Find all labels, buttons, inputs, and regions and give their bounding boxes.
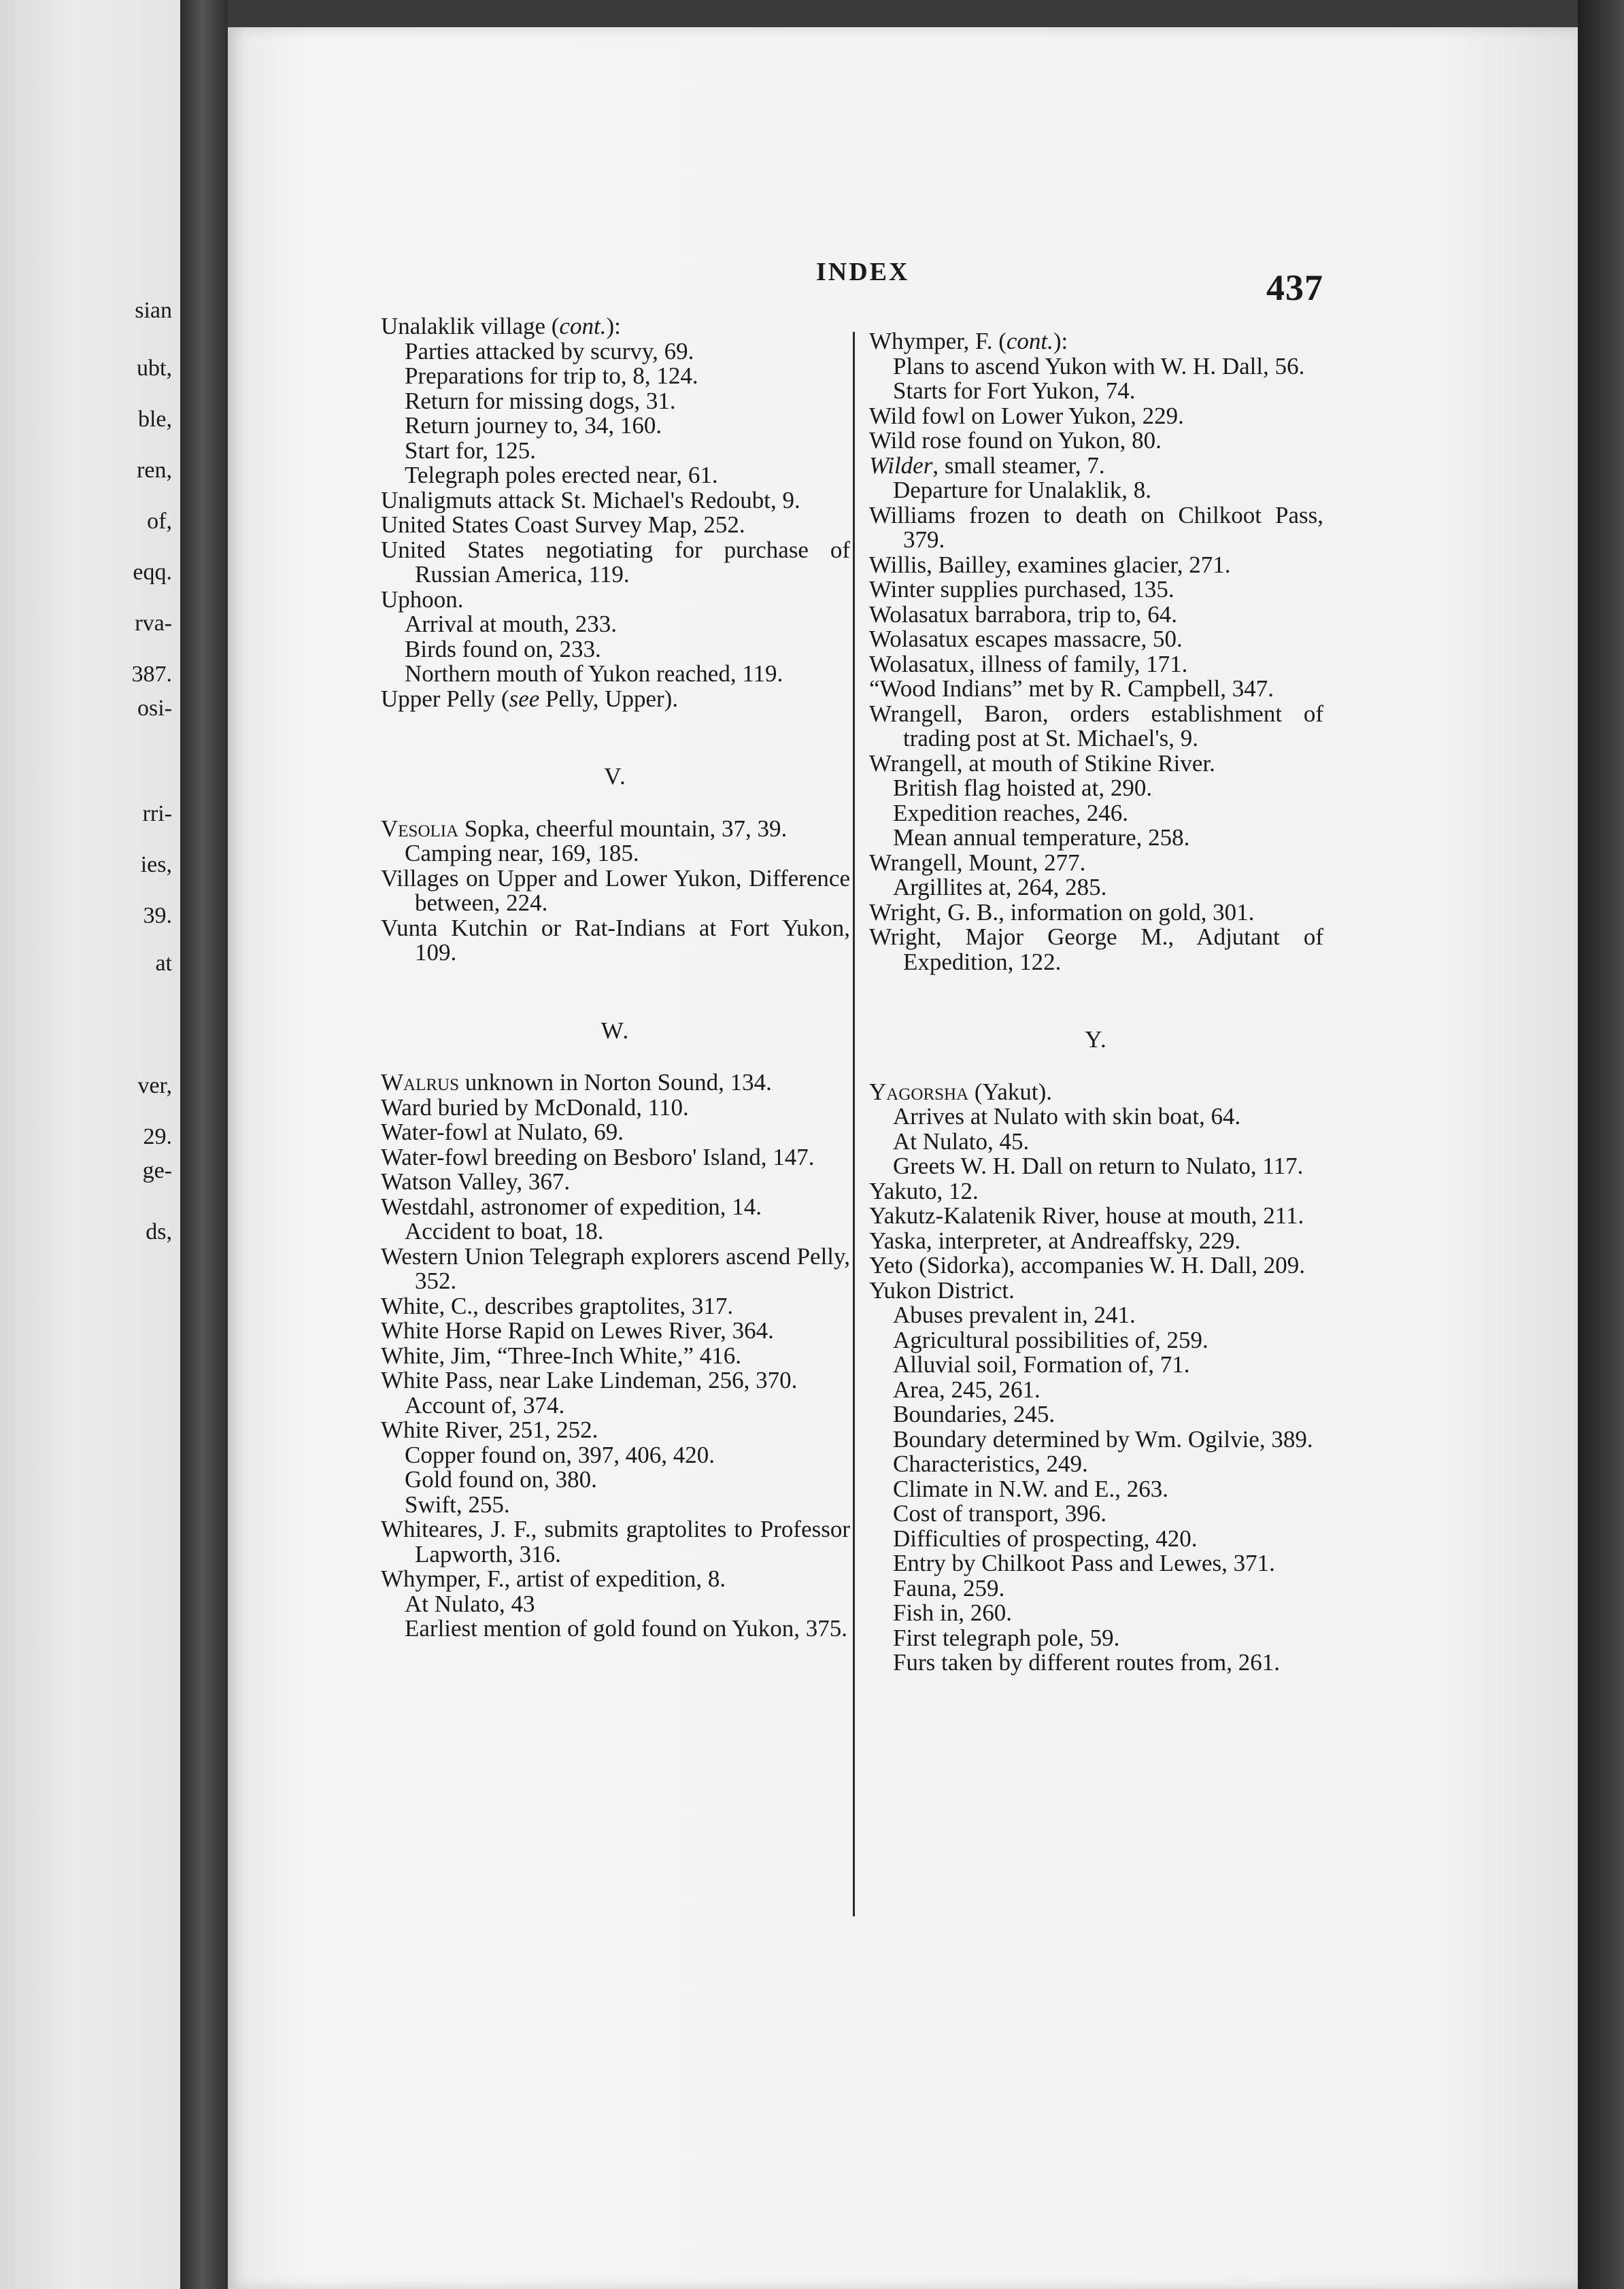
previous-page-fragment: at: [155, 951, 172, 976]
previous-page-fragment: of,: [147, 509, 172, 534]
index-entry: Yagorsha (Yakut).: [869, 1078, 1052, 1105]
index-subentry: Boundary determined by Wm. Ogilvie, 389.: [893, 1425, 1313, 1453]
index-subentry: Fish in, 260.: [893, 1599, 1013, 1626]
index-subentry: Copper found on, 397, 406, 420.: [405, 1441, 715, 1468]
index-subentry: Argillites at, 264, 285.: [893, 874, 1107, 900]
index-entry: Water-fowl at Nulato, 69.: [381, 1119, 624, 1145]
index-subentry: Earliest mention of gold found on Yukon, 375.: [405, 1615, 847, 1642]
index-subentry: Mean annual temperature, 258.: [893, 824, 1190, 851]
index-subentry: Climate in N.W. and E., 263.: [893, 1475, 1169, 1502]
index-subentry: Birds found on, 233.: [405, 635, 601, 662]
previous-page-fragment: ies,: [140, 852, 172, 877]
index-entry: Water-fowl breeding on Besboro' Island, 147.: [381, 1143, 815, 1170]
index-entry: United States Coast Survey Map, 252.: [381, 511, 745, 538]
index-entry: Watson Valley, 367.: [381, 1168, 571, 1195]
index-entry: Unalaklik village (cont.):: [381, 313, 621, 339]
index-entry: Vesolia Sopka, cheerful mountain, 37, 39.: [381, 815, 788, 842]
previous-page-fragment: 387.: [131, 662, 172, 687]
index-subentry: Telegraph poles erected near, 61.: [405, 462, 718, 488]
index-entry: Wright, G. B., information on gold, 301.: [869, 898, 1255, 926]
index-column-left: [381, 314, 850, 1642]
index-entry: Vunta Kutchin or Rat-Indians at Fort Yukon, 109.: [381, 914, 850, 966]
previous-page-fragment: ge-: [142, 1158, 172, 1183]
index-entry: White Pass, near Lake Lindeman, 256, 370.: [381, 1367, 798, 1393]
index-subentry: Preparations for trip to, 8, 124.: [405, 362, 698, 389]
index-subentry: Plans to ascend Yukon with W. H. Dall, 56.: [893, 352, 1305, 379]
index-subentry: Accident to boat, 18.: [405, 1218, 604, 1244]
index-entry: Winter supplies purchased, 135.: [869, 576, 1174, 603]
index-entry: Whymper, F., artist of expedition, 8.: [381, 1565, 726, 1592]
book-gutter: [180, 0, 228, 2289]
index-entry: Uphoon.: [381, 586, 464, 613]
index-subentry: Entry by Chilkoot Pass and Lewes, 371.: [893, 1550, 1275, 1576]
index-subentry: Abuses prevalent in, 241.: [893, 1302, 1136, 1328]
index-subentry: Camping near, 169, 185.: [405, 840, 639, 866]
index-subentry: At Nulato, 45.: [893, 1127, 1030, 1155]
index-section-letter: V.: [604, 763, 627, 790]
index-entry: Westdahl, astronomer of expedition, 14.: [381, 1193, 762, 1220]
index-entry: Wrangell, Baron, orders establishment of trading post at St. Michael's, 9.: [869, 700, 1323, 751]
index-subentry: First telegraph pole, 59.: [893, 1624, 1120, 1651]
index-entry: White, C., describes graptolites, 317.: [381, 1292, 734, 1319]
index-subentry: Parties attacked by scurvy, 69.: [405, 337, 694, 364]
index-subentry: Arrives at Nulato with skin boat, 64.: [893, 1103, 1241, 1130]
previous-page-fragment: rva-: [135, 611, 172, 636]
index-entry: Yakutz-Kalatenik River, house at mouth, 211.: [869, 1202, 1304, 1229]
index-subentry: Difficulties of prospecting, 420.: [893, 1525, 1198, 1552]
index-entry: Yeto (Sidorka), accompanies W. H. Dall, 209.: [869, 1252, 1305, 1278]
index-entry: Yaska, interpreter, at Andreaffsky, 229.: [869, 1227, 1241, 1254]
previous-page-fragment: osi-: [137, 696, 172, 721]
index-entry: Wrangell, Mount, 277.: [869, 849, 1086, 876]
index-entry: Willis, Bailley, examines glacier, 271.: [869, 551, 1231, 578]
index-subentry: Characteristics, 249.: [893, 1451, 1088, 1477]
index-entry: Wolasatux escapes massacre, 50.: [869, 626, 1183, 652]
column-divider: [853, 332, 855, 1916]
index-entry: Wolasatux, illness of family, 171.: [869, 650, 1188, 677]
index-entry: Whiteares, J. F., submits graptolites to Professor Lapworth, 316.: [381, 1516, 850, 1567]
index-entry: Western Union Telegraph explorers ascend Pelly, 352.: [381, 1242, 850, 1294]
index-subentry: Northern mouth of Yukon reached, 119.: [405, 660, 783, 687]
index-entry: Walrus unknown in Norton Sound, 134.: [381, 1069, 772, 1096]
page-number: 437: [1266, 267, 1323, 308]
index-subentry: Boundaries, 245.: [893, 1401, 1055, 1427]
previous-page-fragment: ble,: [137, 407, 172, 432]
index-column-right: [869, 329, 1323, 1676]
index-entry: Wild rose found on Yukon, 80.: [869, 427, 1162, 454]
index-section-letter: W.: [600, 1017, 630, 1044]
index-subentry: Arrival at mouth, 233.: [405, 611, 618, 637]
index-subentry: Greets W. H. Dall on return to Nulato, 117.: [893, 1153, 1304, 1179]
previous-page-fragment: rri-: [142, 801, 172, 826]
index-entry: Wright, Major George M., Adjutant of Expedition, 122.: [869, 923, 1323, 975]
index-entry: White River, 251, 252.: [381, 1417, 598, 1443]
index-entry: White, Jim, “Three-Inch White,” 416.: [381, 1342, 741, 1369]
index-subentry: Fauna, 259.: [893, 1574, 1005, 1601]
index-entry: Ward buried by McDonald, 110.: [381, 1093, 689, 1121]
previous-page-fragment: ren,: [137, 458, 172, 483]
running-head: INDEX: [816, 258, 910, 286]
index-subentry: Cost of transport, 396.: [893, 1500, 1107, 1527]
index-entry: Wilder, small steamer, 7.: [869, 452, 1105, 479]
index-entry: Wrangell, at mouth of Stikine River.: [869, 749, 1215, 777]
index-subentry: Starts for Fort Yukon, 74.: [893, 377, 1136, 404]
scan-background: [1578, 0, 1624, 2289]
previous-page-fragment: ver,: [137, 1073, 172, 1098]
index-subentry: Account of, 374.: [405, 1391, 565, 1419]
index-subentry: Furs taken by different routes from, 261.: [893, 1649, 1280, 1676]
index-subentry: Area, 245, 261.: [893, 1376, 1041, 1403]
index-entry: Yukon District.: [869, 1276, 1015, 1304]
index-entry: White Horse Rapid on Lewes River, 364.: [381, 1317, 774, 1344]
index-subentry: Gold found on, 380.: [405, 1466, 597, 1493]
index-subentry: Alluvial soil, Formation of, 71.: [893, 1351, 1190, 1378]
index-section-letter: Y.: [1085, 1026, 1108, 1053]
index-entry: Villages on Upper and Lower Yukon, Difference between, 224.: [381, 864, 850, 916]
index-entry: Upper Pelly (see Pelly, Upper).: [381, 685, 679, 712]
index-subentry: Return for missing dogs, 31.: [405, 387, 676, 414]
index-subentry: Return journey to, 34, 160.: [405, 412, 662, 439]
index-subentry: British flag hoisted at, 290.: [893, 775, 1153, 801]
index-entry: Unaligmuts attack St. Michael's Redoubt, 9.: [381, 486, 800, 513]
index-entry: “Wood Indians” met by R. Campbell, 347.: [869, 675, 1274, 702]
previous-page-fragment: sian: [135, 298, 172, 323]
index-entry: Williams frozen to death on Chilkoot Pass, 379.: [869, 501, 1323, 553]
index-subentry: Start for, 125.: [405, 437, 537, 464]
previous-page-fragment: ubt,: [137, 356, 172, 381]
previous-page-fragment: eqq.: [133, 560, 172, 585]
index-subentry: Departure for Unalaklik, 8.: [893, 477, 1151, 503]
index-subentry: Expedition reaches, 246.: [893, 799, 1129, 826]
index-entry: United States negotiating for purchase of Russian America, 119.: [381, 536, 850, 588]
index-subentry: Agricultural possibilities of, 259.: [893, 1326, 1208, 1353]
index-entry: Wild fowl on Lower Yukon, 229.: [869, 402, 1184, 429]
previous-page-fragment: 29.: [143, 1124, 172, 1149]
previous-page-fragment: 39.: [143, 903, 172, 928]
previous-page-fragment: ds,: [146, 1219, 172, 1244]
index-entry: Wolasatux barrabora, trip to, 64.: [869, 600, 1178, 628]
index-subentry: At Nulato, 43: [405, 1590, 535, 1617]
index-entry: Yakuto, 12.: [869, 1177, 979, 1204]
index-subentry: Swift, 255.: [405, 1491, 510, 1518]
index-entry: Whymper, F. (cont.):: [869, 328, 1068, 354]
